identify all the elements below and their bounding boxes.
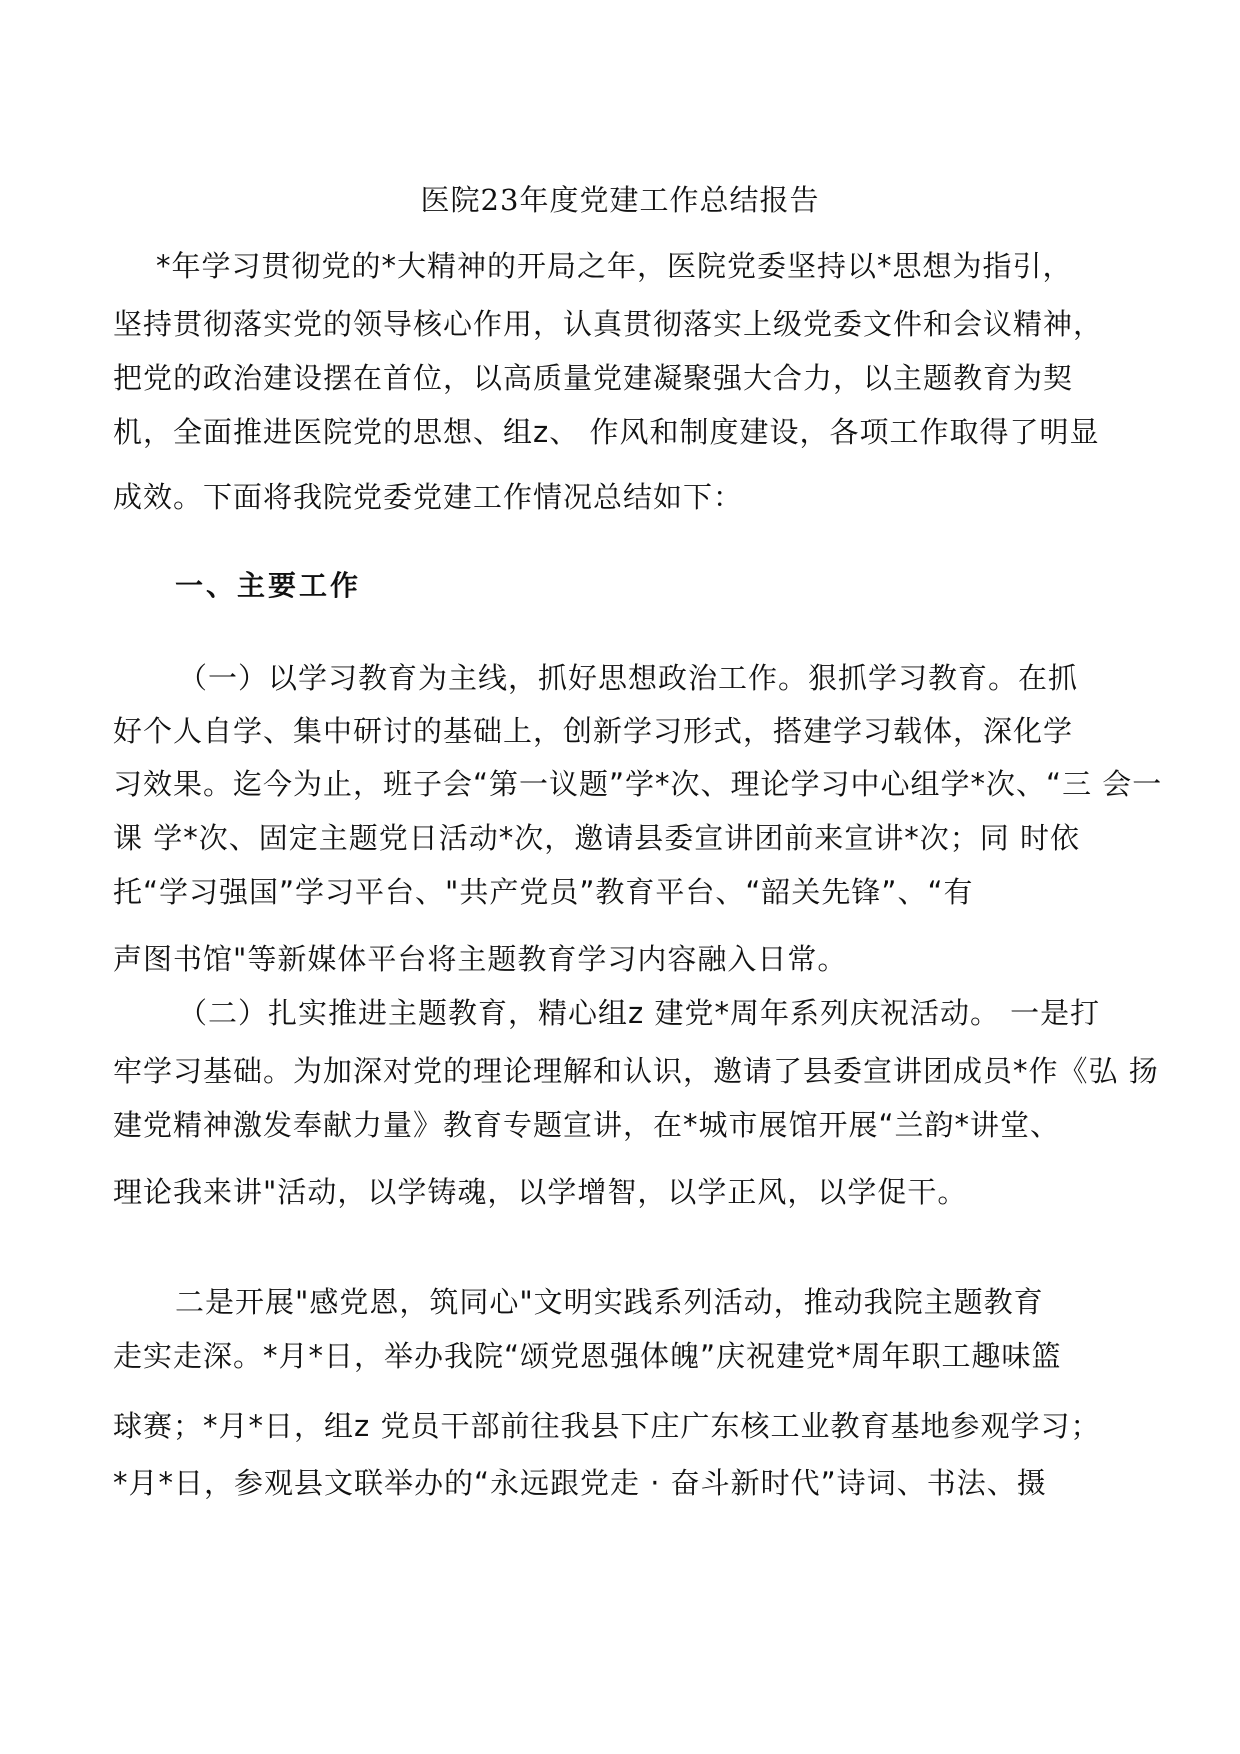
paragraph-line: 机，全面推进医院党的思想、组z、 作风和制度建设，各项工作取得了明显 <box>113 415 1100 449</box>
paragraph-line: 习效果。迄今为止，班子会“第一议题”学*次、理论学习中心组学*次、“三 会一 <box>113 767 1163 801</box>
paragraph-line: 好个人自学、集中研讨的基础上，创新学习形式，搭建学习载体，深化学 <box>113 714 1074 748</box>
paragraph-line: 二是开展"感党恩，筑同心"文明实践系列活动，推动我院主题教育 <box>175 1285 1044 1319</box>
paragraph-line: 建党精神激发奉献力量》教育专题宣讲，在*城市展馆开展“兰韵*讲堂、 <box>113 1108 1061 1142</box>
paragraph-line: *年学习贯彻党的*大精神的开局之年，医院党委坚持以*思想为指引， <box>156 249 1073 283</box>
paragraph-line: 把党的政治建设摆在首位，以高质量党建凝聚强大合力，以主题教育为契 <box>113 361 1074 395</box>
section-heading: 一、主要工作 <box>175 569 362 602</box>
paragraph-line: 坚持贯彻落实党的领导核心作用，认真贯彻落实上级党委文件和会议精神， <box>113 307 1104 341</box>
paragraph-line: 成效。下面将我院党委党建工作情况总结如下： <box>113 480 744 514</box>
paragraph-line: *月*日，参观县文联举办的“永远跟党走 · 奋斗新时代”诗词、书法、摄 <box>113 1466 1047 1500</box>
paragraph-line: （一）以学习教育为主线，抓好思想政治工作。狠抓学习教育。在抓 <box>178 661 1079 695</box>
paragraph-line: 走实走深。*月*日，举办我院“颂党恩强体魄”庆祝建党*周年职工趣味篮 <box>113 1339 1062 1373</box>
paragraph-line: 理论我来讲"活动，以学铸魂，以学增智，以学正风，以学促干。 <box>113 1175 968 1209</box>
paragraph-line: 球赛；*月*日，组z 党员干部前往我县下庄广东核工业教育基地参观学习； <box>113 1409 1101 1443</box>
paragraph-line: 课 学*次、固定主题党日活动*次，邀请县委宣讲团前来宣讲*次；同 时依 <box>113 821 1080 855</box>
paragraph-line: （二）扎实推进主题教育，精心组z 建党*周年系列庆祝活动。 一是打 <box>178 996 1101 1030</box>
paragraph-line: 牢学习基础。为加深对党的理论理解和认识，邀请了县委宣讲团成员*作《弘 扬 <box>113 1054 1159 1088</box>
paragraph-line: 托“学习强国”学习平台、"共产党员”教育平台、“韶关先锋”、“有 <box>113 875 974 909</box>
paragraph-line: 声图书馆"等新媒体平台将主题教育学习内容融入日常。 <box>113 942 848 976</box>
document-title: 医院23年度党建工作总结报告 <box>420 183 820 217</box>
